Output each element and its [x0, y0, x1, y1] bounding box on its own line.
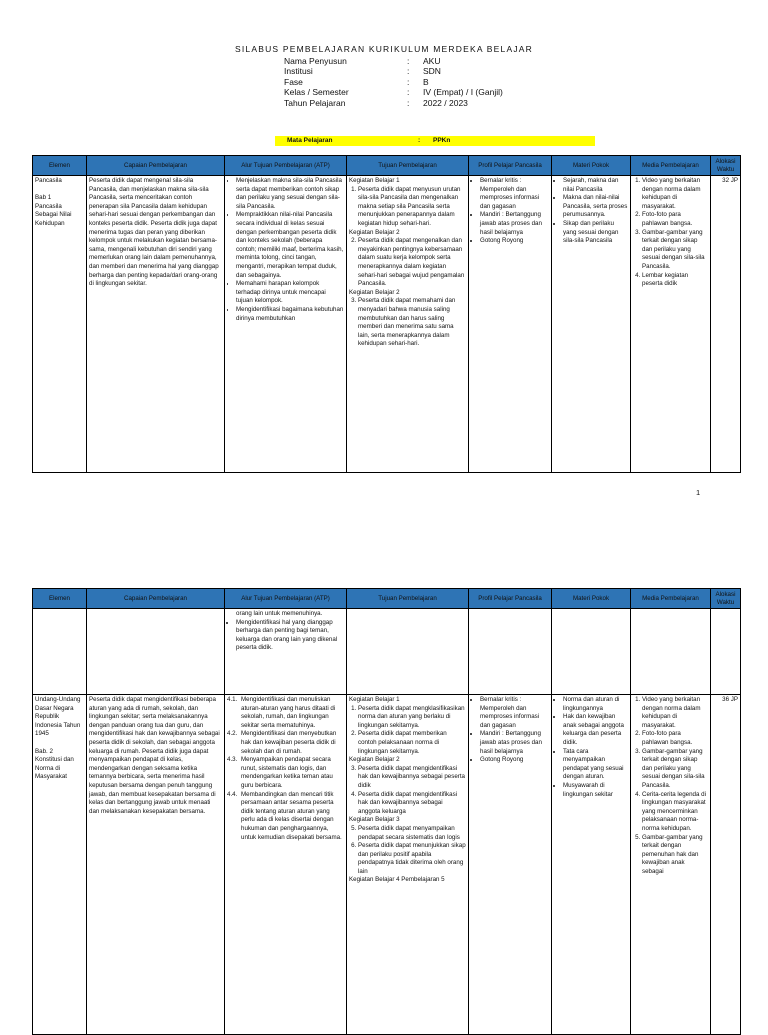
- materi-cell: [552, 609, 631, 695]
- elemen-cell: Undang-Undang Dasar Negara Republik Indonesia Tahun 1945 Bab. 2 Konstitusi dan Norma di Masyarakat: [33, 695, 87, 1035]
- info-label: Kelas / Semester: [284, 87, 349, 98]
- info-row: [284, 87, 503, 97]
- atp-text: Membandingkan dan mencari titik persamaan antar sesama peserta didik tentang aturan aturan yang perlu ada di kelas disertai dengan hukuman dan penghargaannya, untuk kemudian disepakati bersama.: [241, 790, 342, 841]
- list-item: 1. Peserta didik dapat menyusun urutan sila-sila Pancasila dan mengenalkan makna setiap sila Pancasila serta menunjukkan penerapannya dalam kegiatan hidup sehari-hari.: [358, 186, 466, 229]
- atp-number: 4.1.: [227, 696, 238, 703]
- list-item: • Gotong Royong: [480, 237, 549, 246]
- list-item: • Mengidentifikasi bagaimana kebutuhan dirinya membutuhkan: [236, 306, 344, 323]
- column-header: Capaian Pembelajaran: [87, 156, 225, 176]
- list-item: • Hak dan kewajiban anak sebagai anggota keluarga dan peserta didik.: [563, 713, 628, 747]
- list-item: 4. Peserta didik dapat mengidentifikasi hak dan kewajibannya sebagai anggota keluarga: [358, 791, 466, 817]
- info-colon: :: [407, 97, 410, 108]
- atp-text: Mengidentifikasi dan menuliskan aturan-aturan yang harus ditaati di sekolah, rumah, dan lingkungan sekitar serta mematuhinya.: [241, 696, 336, 729]
- materi-list: [554, 696, 628, 799]
- column-header: Capaian Pembelajaran: [87, 589, 225, 609]
- list-item: 3. Peserta didik dapat mengidentifikasi hak dan kewajibannya sebagai peserta didik: [358, 765, 466, 791]
- activity-list: [349, 297, 466, 349]
- list-item: • Mandiri : Bertanggung jawab atas proses dan hasil belajarnya: [480, 730, 549, 756]
- alokasi-cell: [711, 609, 741, 695]
- identity-block: [284, 56, 503, 108]
- list-item: • Musyawarah di lingkungan sekitar: [563, 782, 628, 799]
- subject-highlight: [275, 136, 595, 146]
- info-label: Nama Penyusun: [284, 56, 347, 66]
- list-item: 5. Gambar-gambar yang terkait dengan pemenuhan hak dan kewajiban anak sebagai: [642, 834, 708, 877]
- media-cell: [631, 609, 711, 695]
- list-item: • Bernalar kritis : Memperoleh dan memproses informasi dan gagasan: [480, 696, 549, 730]
- syllabus-table-page-2: [32, 588, 741, 1035]
- column-header: Elemen: [33, 156, 87, 176]
- list-item: 1. Video yang berkaitan dengan norma dalam kehidupan di masyarakat.: [642, 177, 708, 211]
- activity-list: [349, 765, 466, 817]
- column-header: Tujuan Pembelajaran: [347, 589, 469, 609]
- list-item: 2. Peserta didik dapat mengenalkan dan meyakinkan pentingnya kebersamaan dalam suatu kerja kelompok serta menerapkannya dalam kegiatan sehari-hari sebagai wujud pengamalan Pancasila.: [358, 237, 466, 289]
- page-number: 1: [696, 488, 701, 497]
- profil-cell: [469, 695, 552, 1035]
- atp-numbered-item: [227, 756, 344, 790]
- info-row: [284, 98, 503, 108]
- materi-cell: [552, 695, 631, 1035]
- tujuan-cell: [347, 176, 469, 473]
- list-item: 3. Gambar-gambar yang terkait dengan sikap dan perilaku yang sesuai dengan sila-sila Pancasila.: [642, 229, 708, 272]
- list-item: 2. Foto-foto para pahlawan bangsa.: [642, 211, 708, 228]
- atp-clip: [227, 177, 344, 471]
- tujuan-cell: [347, 695, 469, 1035]
- list-item: 2. Peserta didik dapat memberikan contoh pelaksanaan norma di lingkungan sekitarnya.: [358, 730, 466, 756]
- activity-heading: Kegiatan Belajar 2: [349, 228, 400, 236]
- tujuan-cell: [347, 609, 469, 695]
- media-list: [633, 696, 708, 876]
- atp-text: Menyampaikan pendapat secara runut, sistematis dan logis, dan mendengarkan ketika teman atau guru berbicara.: [241, 756, 333, 789]
- profil-cell: [469, 609, 552, 695]
- info-value: IV (Empat) / I (Ganjil): [423, 87, 503, 98]
- elemen-cell: Pancasila Bab 1 Pancasila Sebagai Nilai Kehidupan: [33, 176, 87, 473]
- list-item: • Sejarah, makna dan nilai Pancasila: [563, 177, 628, 194]
- atp-numbered-item: [227, 730, 344, 756]
- list-item: 1. Video yang berkaitan dengan norma dalam kehidupan di masyarakat.: [642, 696, 708, 730]
- elemen-cell: [33, 609, 87, 695]
- subject-label: Mata Pelajaran: [287, 137, 333, 144]
- info-label: Tahun Pelajaran: [284, 97, 346, 108]
- list-item: 3. Gambar-gambar yang terkait dengan sikap dan perilaku yang sesuai dengan sila-sila Pancasila.: [642, 748, 708, 791]
- info-colon: :: [407, 76, 410, 87]
- info-value: 2022 / 2023: [423, 97, 468, 108]
- column-header: Tujuan Pembelajaran: [347, 156, 469, 176]
- alokasi-cell: 32 JP: [711, 176, 741, 473]
- capaian-cell: Peserta didik dapat mengidentifikasi beberapa aturan yang ada di rumah, sekolah, dan lingkungan sekitar; serta melaksanakannya dengan panduan orang tua dan guru, dan mengidentifikasi hak dan kewajibannya sebagai peserta didik di sekolah, dan sebagai anggota keluarga di rumah. Peserta didik juga dapat menyampaikan pendapat di kelas, mendengarkan dengan seksama ketika temannya berbicara, serta menerima hasil keputusan bersama dengan penuh tanggung jawab, dan membuat kesepakatan bersama di kelas dan bertanggung jawab untuk menaati dan melaksanakan kesepakatan bersama.: [87, 695, 225, 1035]
- column-header: Media Pembelajaran: [631, 156, 711, 176]
- atp-list: [227, 177, 344, 323]
- activity-list: [349, 237, 466, 289]
- table-row: [33, 695, 741, 1035]
- list-item: 6. Peserta didik dapat menunjukkan sikap dan perilaku positif apabila pendapatnya tidak diterima oleh orang lain: [358, 842, 466, 876]
- atp-text: Mengidentifikasi dan menyebutkan hak dan kewajiban peserta didik di sekolah dan di rumah.: [241, 730, 337, 755]
- activity-list: [349, 186, 466, 229]
- atp-cell: [225, 176, 347, 473]
- atp-cell: [225, 609, 347, 695]
- atp-numbered-item: [227, 791, 344, 843]
- column-header: Materi Pokok: [552, 156, 631, 176]
- list-item: 4. Lembar kegiatan peserta didik: [642, 272, 708, 289]
- column-header: Alokasi Waktu: [711, 589, 741, 609]
- list-item: • Sikap dan perilaku yang sesuai dengan sila-sila Pancasila: [563, 220, 628, 246]
- document-title: SILABUS PEMBELAJARAN KURIKULUM MERDEKA BELAJAR: [235, 44, 533, 54]
- activity-list: [349, 825, 466, 877]
- list-item: • Gotong Royong: [480, 756, 549, 765]
- info-colon: :: [407, 56, 410, 66]
- info-colon: :: [407, 87, 410, 98]
- list-item: • Makna dan nilai-nilai Pancasila, serta proses perumusannya.: [563, 194, 628, 220]
- info-row: [284, 56, 503, 66]
- list-item: • Mengidentifikasi hal yang dianggap berharga dan penting bagi teman, keluarga dan orang lain yang dikenal peserta didik.: [236, 619, 344, 653]
- subject-value: PPKn: [433, 137, 451, 144]
- list-item: 4. Cerita-cerita legenda di lingkungan masyarakat yang mencerminkan pelaksanaan norma-norma kehidupan.: [642, 791, 708, 834]
- table-header-row: [33, 589, 741, 609]
- info-label: Fase: [284, 76, 303, 87]
- materi-cell: [552, 176, 631, 473]
- atp-number: 4.3.: [227, 756, 238, 764]
- list-item: 3. Peserta didik dapat memahami dan menyadari bahwa manusia saling membutuhkan dan harus saling memberi dan menerima satu sama lain, serta menerapkannya dalam kehidupan sehari-hari.: [358, 297, 466, 349]
- list-item: • Menjelaskan makna sila-sila Pancasila serta dapat memberikan contoh sikap dan perilaku yang sesuai dengan sila-sila Pancasila.: [236, 177, 344, 211]
- list-item: • Tata cara menyampaikan pendapat yang sesuai dengan aturan.: [563, 748, 628, 782]
- info-colon: :: [407, 66, 410, 77]
- atp-number: 4.4.: [227, 790, 238, 798]
- table-header-row: [33, 156, 741, 176]
- list-item: • Mempraktikkan nilai-nilai Pancasila secara individual di kelas sesuai dengan perkembangan peserta didik dan konteks sekolah (beberapa contoh; memiliki maaf, berterima kasih, meminta tolong, cinci tangan, mengantri, merapikan tempat duduk, dan sebagainya.: [236, 211, 344, 280]
- activity-heading: Kegiatan Belajar 4 Pembelajaran 5: [349, 876, 445, 884]
- atp-continuation: orang lain untuk memenuhinya.: [236, 610, 323, 617]
- media-list: [633, 177, 708, 289]
- info-value: SDN: [423, 66, 441, 77]
- media-cell: [631, 176, 711, 473]
- syllabus-table-page-1: [32, 155, 741, 473]
- profil-list: [471, 177, 549, 246]
- list-item: • Memahami harapan kelompok terhadap dirinya untuk mencapai tujuan kelompok.: [236, 280, 344, 306]
- info-value: AKU: [423, 56, 441, 66]
- column-header: Alur Tujuan Pembelajaran (ATP): [225, 156, 347, 176]
- column-header: Media Pembelajaran: [631, 589, 711, 609]
- column-header: Materi Pokok: [552, 589, 631, 609]
- capaian-cell: Peserta didik dapat mengenal sila-sila Pancasila, dan menjelaskan makna sila-sila Pancasila, serta menceritakan contoh penerapan sila Pancasila dalam kehidupan sehari-hari sesuai dengan perkembangan dan konteks peserta didik. Peserta didik juga dapat menerima tugas dan peran yang diberikan kelompok untuk melakukan kegiatan bersama-sama, mengenali kebutuhan diri sendiri yang memerlukan orang lain dalam pemenuhannya, dan memberi dan menerima hal yang dianggap berharga dan penting kepada/dari orang-orang di lingkungan sekitar.: [87, 176, 225, 473]
- activity-list: [349, 705, 466, 757]
- column-header: Profil Pelajar Pancasila: [469, 156, 552, 176]
- profil-cell: [469, 176, 552, 473]
- atp-list: [227, 619, 344, 653]
- list-item: 1. Peserta didik dapat mengklasifikasikan norma dan aturan yang berlaku di lingkungan sekitarnya.: [358, 705, 466, 731]
- activity-heading: Kegiatan Belajar 1: [349, 177, 400, 184]
- activity-heading: Kegiatan Belajar 2: [349, 756, 400, 764]
- atp-cell: [225, 695, 347, 1035]
- info-row: [284, 77, 503, 87]
- list-item: • Norma dan aturan di lingkungannya: [563, 696, 628, 713]
- list-item: 2. Foto-foto para pahlawan bangsa.: [642, 730, 708, 747]
- column-header: Elemen: [33, 589, 87, 609]
- activity-heading: Kegiatan Belajar 2: [349, 288, 400, 296]
- info-row: [284, 66, 503, 76]
- activity-heading: Kegiatan Belajar 1: [349, 696, 400, 703]
- atp-numbered-item: [227, 696, 344, 730]
- alokasi-cell: 36 JP: [711, 695, 741, 1035]
- column-header: Alokasi Waktu: [711, 156, 741, 176]
- table-row: [33, 609, 741, 695]
- activity-heading: Kegiatan Belajar 3: [349, 816, 400, 824]
- media-cell: [631, 695, 711, 1035]
- column-header: Alur Tujuan Pembelajaran (ATP): [225, 589, 347, 609]
- materi-list: [554, 177, 628, 246]
- list-item: • Bernalar kritis : Memperoleh dan memproses informasi dan gagasan: [480, 177, 549, 211]
- table-row: [33, 176, 741, 473]
- profil-list: [471, 696, 549, 765]
- column-header: Profil Pelajar Pancasila: [469, 589, 552, 609]
- atp-number: 4.2.: [227, 730, 238, 738]
- list-item: 5. Peserta didik dapat menyampaikan pendapat secara sistematis dan logis: [358, 825, 466, 842]
- list-item: • Mandiri : Bertanggung jawab atas proses dan hasil belajarnya: [480, 211, 549, 237]
- info-value: B: [423, 76, 429, 87]
- subject-colon: :: [418, 137, 421, 144]
- info-label: Institusi: [284, 66, 313, 77]
- capaian-cell: [87, 609, 225, 695]
